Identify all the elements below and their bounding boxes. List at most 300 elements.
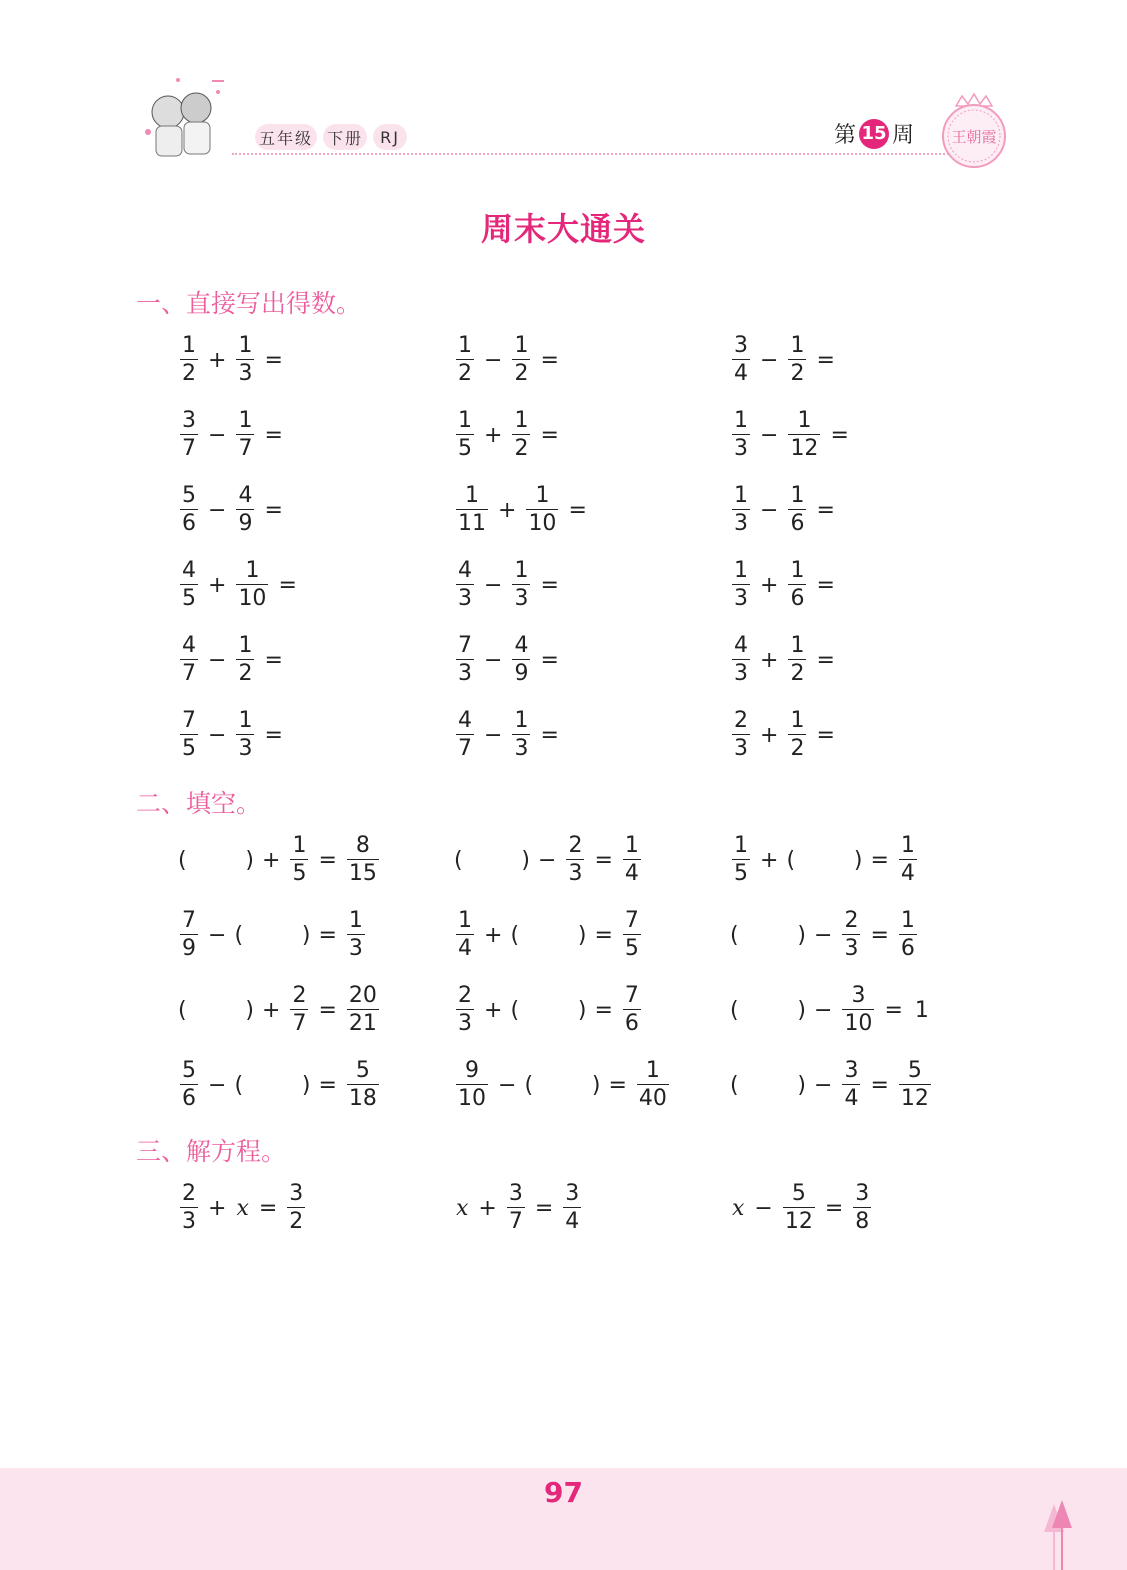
numerator: 4	[458, 708, 472, 733]
arithmetic-problem	[728, 405, 855, 465]
grade-pill: 五年级	[255, 124, 317, 150]
fraction	[456, 560, 474, 610]
numerator: 5	[355, 1058, 370, 1083]
numerator: 1	[348, 908, 363, 933]
numerator: 1	[245, 558, 260, 583]
children-illustration	[138, 72, 238, 162]
fraction	[347, 910, 365, 960]
denominator: 40	[638, 1086, 667, 1111]
numerator: 1	[790, 483, 805, 508]
equation-problem	[452, 1178, 585, 1238]
denominator: 3	[514, 586, 529, 611]
equals-sign: =	[870, 922, 889, 948]
denominator: 3	[182, 1209, 196, 1234]
week-suffix: 周	[892, 123, 915, 148]
fraction	[899, 910, 917, 960]
edition-pill: RJ	[373, 124, 407, 150]
operator: −	[814, 997, 833, 1023]
equals-sign: =	[594, 847, 613, 873]
numerator: 1	[535, 483, 550, 508]
equals-sign: =	[540, 647, 559, 673]
answer-blank[interactable]	[454, 848, 530, 873]
fraction	[290, 835, 308, 885]
fraction	[623, 910, 641, 960]
section-1-heading: 一、直接写出得数。	[136, 289, 362, 318]
denominator: 7	[508, 1209, 523, 1234]
numerator: 1	[238, 408, 253, 433]
fill-blank-problem	[728, 905, 921, 965]
denominator: 3	[734, 436, 748, 461]
arithmetic-problem	[176, 480, 289, 540]
denominator: 4	[734, 361, 748, 386]
fraction	[456, 485, 488, 535]
equals-sign: =	[816, 347, 835, 373]
arrow-up-icon	[1040, 1498, 1076, 1570]
numerator: 1	[734, 483, 748, 508]
equals-sign: =	[264, 647, 283, 673]
operator: +	[478, 1195, 497, 1221]
denominator: 7	[238, 436, 253, 461]
answer-blank[interactable]	[786, 848, 862, 873]
denominator: 6	[790, 586, 805, 611]
fraction	[899, 835, 917, 885]
denominator: 5	[292, 861, 307, 886]
numerator: 3	[844, 1058, 859, 1083]
operator: −	[208, 422, 227, 448]
denominator: 3	[734, 736, 748, 761]
operator: −	[814, 1072, 833, 1098]
denominator: 2	[238, 661, 253, 686]
denominator: 6	[790, 511, 805, 536]
week-label	[834, 118, 914, 149]
fraction	[287, 1183, 305, 1233]
fraction	[236, 560, 268, 610]
fill-blank-problem	[452, 980, 645, 1040]
equals-sign: =	[568, 497, 587, 523]
numerator: 5	[907, 1058, 922, 1083]
denominator: 3	[238, 736, 253, 761]
fraction	[637, 1060, 669, 1110]
denominator: 2	[790, 661, 805, 686]
equals-sign: =	[816, 497, 835, 523]
arithmetic-problem	[728, 555, 841, 615]
denominator: 2	[514, 361, 529, 386]
paren-left: (	[454, 847, 463, 873]
denominator: 5	[182, 586, 196, 611]
equals-sign: =	[870, 1072, 889, 1098]
operator: −	[754, 1195, 773, 1221]
fraction	[180, 910, 198, 960]
paren-left: (	[786, 847, 796, 873]
numerator: 1	[458, 408, 472, 433]
numerator: 1	[900, 833, 915, 858]
answer-blank[interactable]	[178, 998, 254, 1023]
answer-blank[interactable]	[510, 923, 586, 948]
fraction	[347, 985, 379, 1035]
arithmetic-problem	[452, 480, 593, 540]
paren-left: (	[178, 997, 187, 1023]
fraction	[732, 710, 750, 760]
denominator: 3	[734, 511, 748, 536]
numerator: 1	[292, 833, 307, 858]
fraction	[788, 410, 820, 460]
paren-right: )	[591, 1072, 601, 1098]
paren-left: (	[510, 922, 520, 948]
equals-sign: =	[608, 1072, 627, 1098]
denominator: 6	[182, 511, 196, 536]
answer-blank[interactable]	[178, 848, 254, 873]
paren-left: (	[730, 922, 739, 948]
numerator: 4	[238, 483, 253, 508]
fraction	[732, 335, 750, 385]
fill-blank-problem	[452, 830, 645, 890]
numerator: 3	[565, 1181, 580, 1206]
numerator: 1	[797, 408, 812, 433]
denominator: 10	[238, 586, 267, 611]
svg-text:王朝霞: 王朝霞	[951, 128, 997, 146]
equals-sign: =	[830, 422, 849, 448]
operator: +	[484, 997, 503, 1023]
denominator: 3	[568, 861, 583, 886]
equals-sign: =	[318, 997, 337, 1023]
operator: −	[208, 922, 227, 948]
fraction	[732, 835, 750, 885]
denominator: 5	[458, 436, 472, 461]
paren-left: (	[510, 997, 520, 1023]
denominator: 6	[624, 1011, 639, 1036]
numerator: 1	[465, 483, 479, 508]
fraction	[732, 635, 750, 685]
operator: +	[760, 572, 779, 598]
denominator: 9	[182, 936, 196, 961]
numerator: 1	[514, 333, 529, 358]
operator: +	[484, 422, 503, 448]
denominator: 4	[458, 936, 472, 961]
denominator: 9	[514, 661, 529, 686]
numerator: 4	[182, 633, 196, 658]
equals-sign: =	[264, 497, 283, 523]
denominator: 21	[348, 1011, 377, 1036]
denominator: 2	[289, 1209, 304, 1234]
arithmetic-problem	[176, 405, 289, 465]
paren-right: )	[245, 997, 254, 1023]
operator: −	[538, 847, 557, 873]
denominator: 2	[458, 361, 472, 386]
paren-right: )	[577, 997, 587, 1023]
denominator: 2	[790, 361, 805, 386]
arithmetic-problem	[176, 705, 289, 765]
fraction	[512, 560, 530, 610]
fraction	[563, 1183, 581, 1233]
operator: −	[208, 647, 227, 673]
fraction	[347, 1060, 379, 1110]
operator: −	[484, 572, 503, 598]
operator: −	[760, 422, 779, 448]
answer-blank[interactable]	[234, 923, 310, 948]
operator: −	[760, 497, 779, 523]
denominator: 7	[182, 436, 196, 461]
grade-label	[255, 124, 407, 150]
fill-blank-problem	[176, 1055, 383, 1115]
paren-right: )	[797, 997, 806, 1023]
week-number-badge: 15	[859, 119, 889, 149]
denominator: 6	[900, 936, 915, 961]
denominator: 11	[458, 511, 486, 536]
fraction	[236, 710, 254, 760]
fraction	[236, 485, 254, 535]
fraction	[347, 835, 379, 885]
fraction	[507, 1183, 525, 1233]
denominator: 4	[565, 1209, 580, 1234]
answer-blank[interactable]	[730, 1073, 806, 1098]
equals-sign: =	[594, 922, 613, 948]
fill-blank-problem	[452, 905, 645, 965]
fraction	[783, 1183, 815, 1233]
numerator: 4	[514, 633, 529, 658]
arithmetic-problem	[452, 330, 565, 390]
denominator: 18	[348, 1086, 377, 1111]
numerator: 1	[790, 333, 805, 358]
numerator: 1	[900, 908, 915, 933]
fraction	[456, 710, 474, 760]
numerator: 2	[182, 1181, 196, 1206]
equals-sign: =	[540, 422, 559, 448]
numerator: 1	[182, 333, 196, 358]
answer-blank[interactable]	[730, 998, 806, 1023]
fraction	[788, 560, 806, 610]
fill-blank-problem	[728, 1055, 935, 1115]
answer-blank[interactable]	[730, 923, 806, 948]
fill-blank-problem	[176, 905, 369, 965]
arithmetic-problem	[452, 555, 565, 615]
fraction	[512, 635, 530, 685]
variable-x: x	[236, 1195, 249, 1221]
denominator: 3	[458, 1011, 472, 1036]
numerator: 2	[844, 908, 859, 933]
variable-x: x	[456, 1195, 469, 1221]
fraction	[512, 335, 530, 385]
arithmetic-problem	[176, 630, 289, 690]
fraction	[566, 835, 584, 885]
numerator: 1	[458, 908, 472, 933]
equals-sign: =	[870, 847, 889, 873]
numerator: 4	[458, 558, 472, 583]
operator: −	[484, 722, 503, 748]
fraction	[899, 1060, 931, 1110]
fraction	[180, 710, 198, 760]
page-number: 97	[544, 1476, 583, 1509]
volume-pill: 下册	[323, 124, 367, 150]
numerator: 5	[182, 1058, 196, 1083]
equals-sign: =	[816, 572, 835, 598]
variable-x: x	[732, 1195, 745, 1221]
denominator: 15	[348, 861, 377, 886]
numerator: 1	[734, 833, 748, 858]
numerator: 1	[624, 833, 639, 858]
equals-sign: =	[824, 1195, 844, 1221]
denominator: 7	[292, 1011, 307, 1036]
result-value: 1	[914, 997, 929, 1023]
fraction	[788, 485, 806, 535]
numerator: 5	[182, 483, 196, 508]
denominator: 2	[514, 436, 529, 461]
equals-sign: =	[540, 722, 559, 748]
operator: +	[262, 847, 281, 873]
denominator: 3	[734, 586, 748, 611]
numerator: 1	[790, 708, 805, 733]
equals-sign: =	[594, 997, 613, 1023]
operator: −	[498, 1072, 517, 1098]
numerator: 8	[355, 833, 370, 858]
answer-blank[interactable]	[524, 1073, 600, 1098]
numerator: 3	[182, 408, 196, 433]
fraction	[236, 410, 254, 460]
answer-blank[interactable]	[234, 1073, 310, 1098]
numerator: 7	[624, 983, 639, 1008]
equals-sign: =	[534, 1195, 554, 1221]
fraction	[180, 1183, 198, 1233]
denominator: 3	[514, 736, 529, 761]
numerator: 3	[508, 1181, 523, 1206]
fraction	[732, 485, 750, 535]
equals-sign: =	[816, 722, 835, 748]
operator: +	[208, 347, 227, 373]
fraction	[236, 335, 254, 385]
equals-sign: =	[258, 1195, 278, 1221]
fraction	[456, 335, 474, 385]
equals-sign: =	[264, 722, 283, 748]
fill-blank-problem	[176, 830, 383, 890]
denominator: 7	[458, 736, 472, 761]
operator: +	[498, 497, 517, 523]
fraction	[236, 635, 254, 685]
numerator: 9	[465, 1058, 479, 1083]
denominator: 4	[900, 861, 915, 886]
paren-left: (	[730, 997, 739, 1023]
operator: +	[760, 722, 779, 748]
numerator: 7	[182, 908, 196, 933]
fraction	[456, 635, 474, 685]
fraction	[456, 910, 474, 960]
equals-sign: =	[540, 347, 559, 373]
fraction	[788, 710, 806, 760]
operator: −	[208, 722, 227, 748]
numerator: 1	[238, 633, 253, 658]
fraction	[512, 710, 530, 760]
fraction	[180, 410, 198, 460]
denominator: 12	[900, 1086, 929, 1111]
numerator: 1	[458, 333, 472, 358]
fraction	[456, 410, 474, 460]
arithmetic-problem	[452, 705, 565, 765]
denominator: 3	[734, 661, 748, 686]
denominator: 5	[734, 861, 748, 886]
fraction	[512, 410, 530, 460]
denominator: 10	[844, 1011, 873, 1036]
fraction	[788, 635, 806, 685]
paren-right: )	[521, 847, 530, 873]
answer-blank[interactable]	[510, 998, 586, 1023]
fraction	[180, 335, 198, 385]
operator: −	[760, 347, 779, 373]
fraction	[732, 560, 750, 610]
denominator: 5	[182, 736, 196, 761]
equals-sign: =	[264, 422, 283, 448]
denominator: 4	[844, 1086, 859, 1111]
denominator: 6	[182, 1086, 196, 1111]
arithmetic-problem	[728, 330, 841, 390]
numerator: 2	[568, 833, 583, 858]
denominator: 10	[458, 1086, 486, 1111]
operator: +	[208, 572, 227, 598]
fraction	[456, 1060, 488, 1110]
numerator: 1	[514, 408, 529, 433]
numerator: 2	[458, 983, 472, 1008]
numerator: 3	[734, 333, 748, 358]
paren-left: (	[178, 847, 187, 873]
paren-right: )	[301, 922, 311, 948]
equals-sign: =	[278, 572, 297, 598]
fraction	[180, 635, 198, 685]
numerator: 3	[289, 1181, 304, 1206]
fraction	[842, 985, 874, 1035]
arithmetic-problem	[176, 330, 289, 390]
fraction	[290, 985, 308, 1035]
arithmetic-problem	[176, 555, 303, 615]
arithmetic-problem	[728, 705, 841, 765]
fraction	[732, 410, 750, 460]
paren-right: )	[301, 1072, 311, 1098]
fraction	[180, 560, 198, 610]
equals-sign: =	[264, 347, 283, 373]
denominator: 3	[458, 586, 472, 611]
numerator: 4	[734, 633, 748, 658]
numerator: 2	[292, 983, 307, 1008]
operator: +	[262, 997, 281, 1023]
denominator: 4	[624, 861, 639, 886]
equals-sign: =	[318, 922, 337, 948]
equals-sign: =	[816, 647, 835, 673]
denominator: 5	[624, 936, 639, 961]
operator: +	[760, 647, 779, 673]
numerator: 1	[734, 408, 748, 433]
denominator: 12	[790, 436, 819, 461]
paren-right: )	[577, 922, 587, 948]
fraction	[788, 335, 806, 385]
operator: +	[760, 847, 779, 873]
operator: +	[208, 1195, 227, 1221]
arithmetic-problem	[452, 405, 565, 465]
page-title: 周末大通关	[480, 210, 646, 248]
equals-sign: =	[318, 1072, 337, 1098]
arithmetic-problem	[728, 480, 841, 540]
paren-right: )	[245, 847, 254, 873]
fill-blank-problem	[452, 1055, 673, 1115]
paren-left: (	[730, 1072, 739, 1098]
numerator: 1	[790, 633, 805, 658]
numerator: 1	[734, 558, 748, 583]
denominator: 9	[238, 511, 253, 536]
header-divider	[232, 153, 972, 155]
week-prefix: 第	[834, 123, 857, 148]
denominator: 3	[844, 936, 859, 961]
numerator: 20	[348, 983, 377, 1008]
operator: −	[814, 922, 833, 948]
operator: −	[484, 647, 503, 673]
numerator: 1	[514, 558, 529, 583]
denominator: 3	[348, 936, 363, 961]
operator: −	[484, 347, 503, 373]
